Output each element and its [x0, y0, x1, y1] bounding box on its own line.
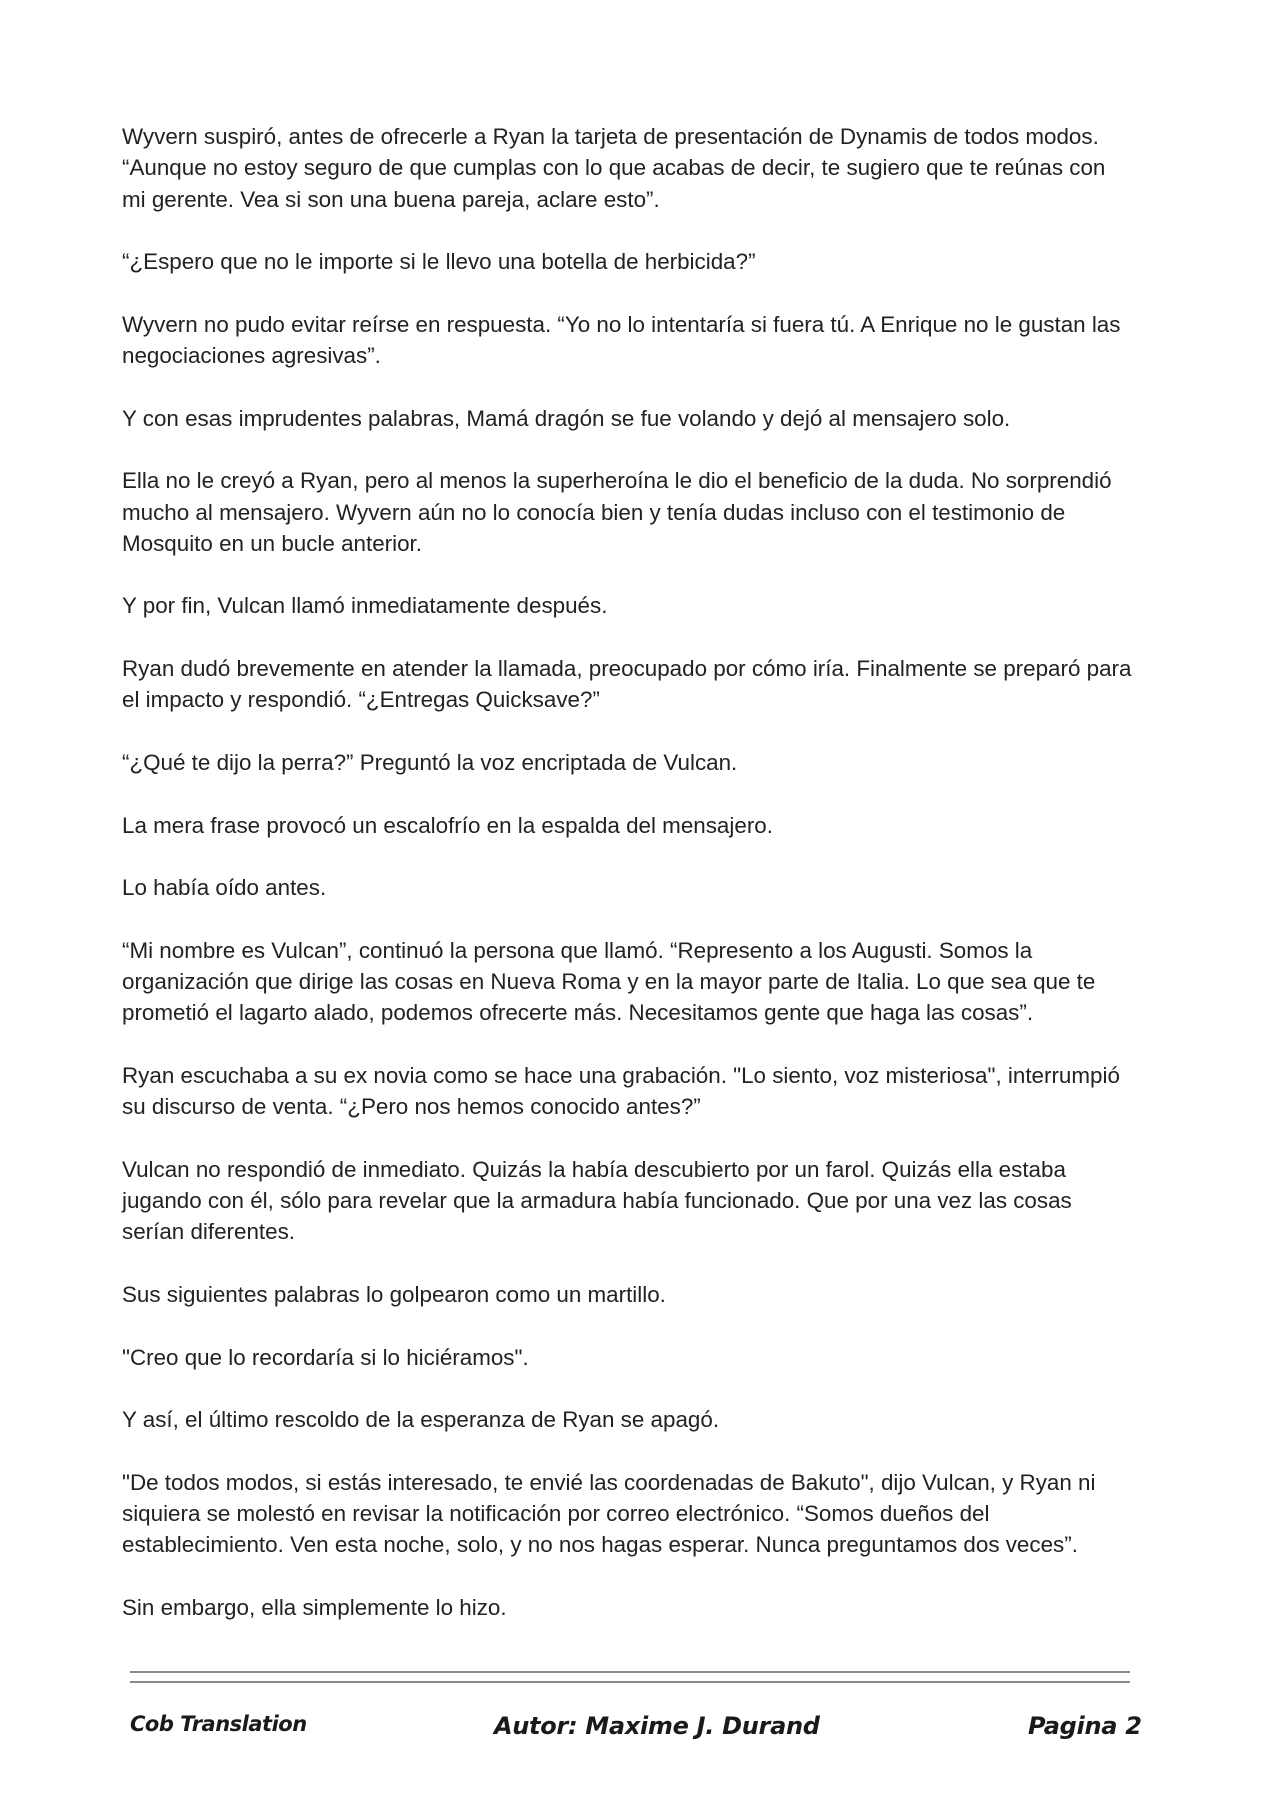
paragraph: Wyvern suspiró, antes de ofrecerle a Ryan la tarjeta de presentación de Dynamis de todos modos. “Aunque no estoy seguro de que cumplas con lo que acabas de decir, te sugiero que te reúnas con mi gerente. Vea si son una buena pareja, aclare esto”. [122, 124, 1106, 212]
paragraph: Vulcan no respondió de inmediato. Quizás la había descubierto por un farol. Quizás ella estaba jugando con él, sólo para revelar que la armadura había funcionado. Que por una vez las cosas serían diferentes. [122, 1156, 1072, 1245]
body-text [122, 121, 1132, 1655]
paragraph: Ella no le creyó a Ryan, pero al menos la superheroína le dio el beneficio de la duda. No sorprendió mucho al mensajero. Wyvern aún no lo conocía bien y tenía dudas incluso con el testimonio de Mosquito en un bucle anterior. [122, 468, 1112, 556]
paragraph: Y así, el último rescoldo de la esperanza de Ryan se apagó. [122, 1407, 720, 1433]
paragraph: Ryan dudó brevemente en atender la llamada, preocupado por cómo iría. Finalmente se preparó para el impacto y respondió. “¿Entregas Quicksave?” [122, 656, 1132, 713]
paragraph: Wyvern no pudo evitar reírse en respuesta. “Yo no lo intentaría si fuera tú. A Enrique no le gustan las negociaciones agresivas”. [122, 311, 1121, 369]
footer-author: Autor: Maxime J. Durand [494, 1712, 820, 1740]
paragraph: Y con esas imprudentes palabras, Mamá dragón se fue volando y dejó al mensajero solo. [122, 405, 1011, 431]
paragraph: “Mi nombre es Vulcan”, continuó la persona que llamó. “Represento a los Augusti. Somos la organización que dirige las cosas en Nueva Roma y en la mayor parte de Italia. Lo que sea que te prometió el lagarto alado, podemos ofrecerte más. Necesitamos gente que haga las cosas”. [122, 937, 1096, 1026]
paragraph: Y por fin, Vulcan llamó inmediatamente después. [122, 593, 608, 619]
paragraph: “¿Espero que no le importe si le llevo una botella de herbicida?” [122, 249, 756, 275]
paragraph: Lo había oído antes. [122, 875, 327, 901]
paragraph: Sus siguientes palabras lo golpearon como un martillo. [122, 1281, 666, 1307]
paragraph: "De todos modos, si estás interesado, te envié las coordenadas de Bakuto", dijo Vulcan, y Ryan ni siquiera se molestó en revisar la notificación por correo electrónico. “Somos dueños del establecimiento. Ven esta noche, solo, y no nos hagas esperar. Nunca preguntamos dos veces”. [122, 1469, 1096, 1558]
paragraph: Sin embargo, ella simplemente lo hizo. [122, 1594, 507, 1620]
footer-translator: Cob Translation [130, 1712, 307, 1736]
paragraph: La mera frase provocó un escalofrío en la espalda del mensajero. [122, 812, 773, 838]
paragraph: Ryan escuchaba a su ex novia como se hace una grabación. "Lo siento, voz misteriosa", interrumpió su discurso de venta. “¿Pero nos hemos conocido antes?” [122, 1062, 1120, 1120]
footer-divider-top [130, 1671, 1130, 1673]
paragraph: “¿Qué te dijo la perra?” Preguntó la voz encriptada de Vulcan. [122, 749, 738, 775]
footer-page-number: Pagina 2 [1028, 1712, 1142, 1740]
footer-divider-bottom [130, 1681, 1130, 1683]
paragraph: "Creo que lo recordaría si lo hiciéramos". [122, 1344, 529, 1370]
